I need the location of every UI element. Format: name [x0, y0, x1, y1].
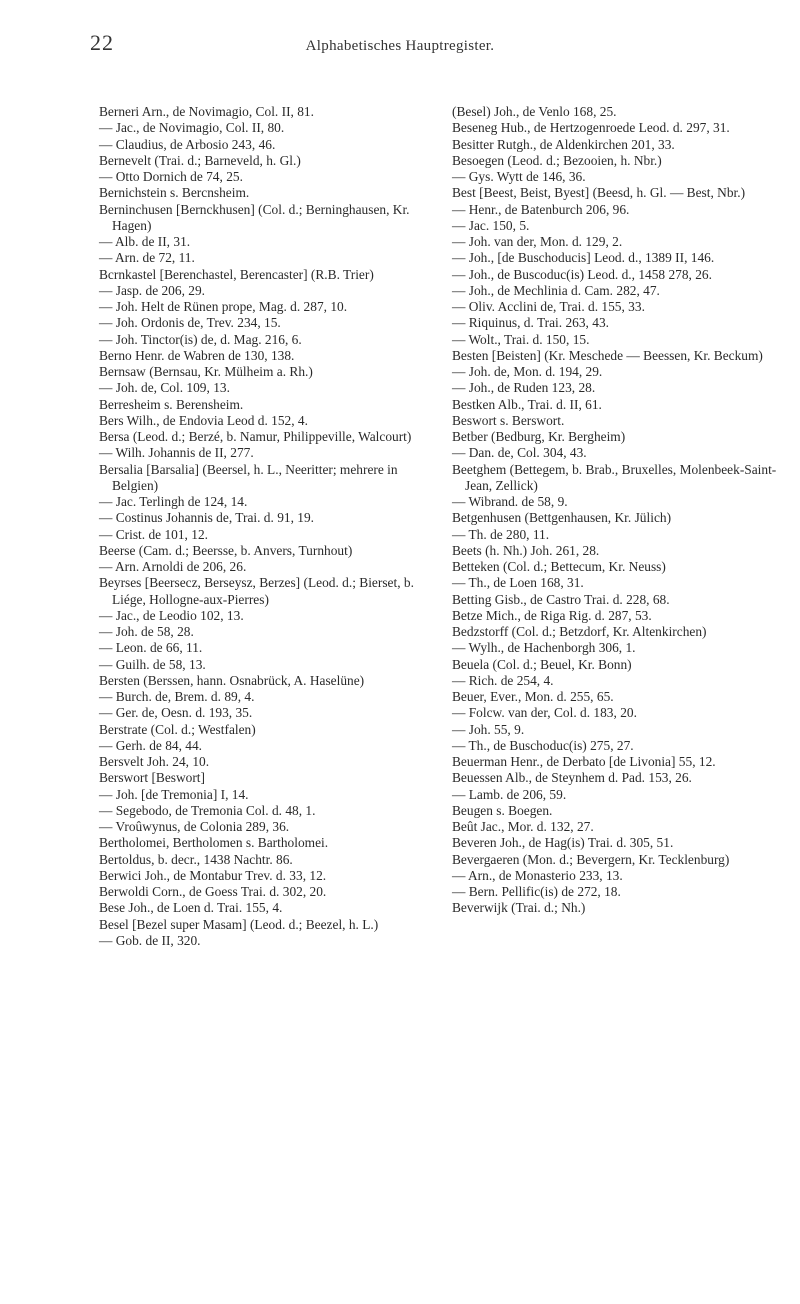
index-entry: — Burch. de, Brem. d. 89, 4.: [99, 689, 255, 704]
index-entry: — Th. de 280, 11.: [452, 526, 550, 542]
index-entry: Beuessen Alb., de Steynhem d. Pad. 153, 26.: [452, 770, 692, 786]
index-entry: Betting Gisb., de Castro Trai. d. 228, 68.: [452, 591, 670, 607]
index-entry: — Th., de Buschoduc(is) 275, 27.: [452, 737, 634, 753]
index-entry: — Joh., de Ruden 123, 28.: [452, 380, 596, 396]
index-entry: — Folcw. van der, Col. d. 183, 20.: [452, 705, 637, 721]
index-entry: Bersten (Berssen, hann. Osnabrück, A. Haselüne): [99, 672, 365, 688]
index-entry: — Joh. 55, 9.: [452, 721, 525, 737]
index-entry: — Lamb. de 206, 59.: [452, 786, 567, 802]
running-head: Alphabetisches Hauptregister.: [305, 38, 495, 54]
index-entry: — Segebodo, de Tremonia Col. d. 48, 1.: [99, 802, 316, 818]
index-entry: — Joh. [de Tremonia] I, 14.: [99, 786, 249, 802]
index-entry: Beyrses [Beersecz, Berseysz, Berzes] (Leod. d.; Bierset, b. Liége, Hollogne-aux-Pierres): [99, 575, 414, 607]
index-entry: — Joh. Helt de Rünen prope, Mag. d. 287, 10.: [99, 299, 348, 314]
index-entry: Beets (h. Nh.) Joh. 261, 28.: [452, 542, 600, 558]
index-entry: — Jac. 150, 5.: [452, 217, 530, 233]
index-entry: — Crist. de 101, 12.: [99, 526, 208, 542]
index-entry: Best [Beest, Beist, Byest] (Beesd, h. Gl. — Best, Nbr.): [452, 185, 746, 201]
index-entry: — Joh., de Buscoduc(is) Leod. d., 1458 278, 26.: [452, 266, 712, 282]
index-entry: — Joh. Ordonis de, Trev. 234, 15.: [99, 315, 281, 331]
index-entry: Beseneg Hub., de Hertzogenroede Leod. d. 297, 31.: [452, 120, 730, 136]
index-entry: Bers Wilh., de Endovia Leod d. 152, 4.: [99, 412, 308, 428]
index-entry: — Arn., de Monasterio 233, 13.: [452, 867, 623, 883]
index-entry: Besitter Rutgh., de Aldenkirchen 201, 33.: [452, 136, 675, 152]
index-entry: Bertholomei, Bertholomen s. Bartholomei.: [99, 835, 329, 851]
right-column: [452, 104, 798, 917]
index-entry: Bernsaw (Bernsau, Kr. Mülheim a. Rh.): [99, 364, 313, 379]
index-entry: Beuer, Ever., Mon. d. 255, 65.: [452, 689, 614, 704]
index-entry: Besel [Bezel super Masam] (Leod. d.; Beezel, h. L.): [99, 916, 379, 932]
index-entry: Betber (Bedburg, Kr. Bergheim): [452, 429, 626, 444]
index-entry: — Jasp. de 206, 29.: [99, 282, 206, 298]
index-entry: Bernichstein s. Bercnsheim.: [99, 185, 250, 201]
index-entry: Beuerman Henr., de Derbato [de Livonia] 55, 12.: [452, 754, 716, 769]
index-entry: Besoegen (Leod. d.; Bezooien, h. Nbr.): [452, 152, 662, 168]
index-entry: — Otto Dornich de 74, 25.: [99, 169, 243, 184]
index-entry: — Arn. Arnoldi de 206, 26.: [99, 559, 247, 574]
index-entry: — Joh., de Mechlinia d. Cam. 282, 47.: [452, 282, 660, 298]
index-entry: Berwoldi Corn., de Goess Trai. d. 302, 20.: [99, 884, 327, 899]
index-entry: Betze Mich., de Riga Rig. d. 287, 53.: [452, 607, 652, 623]
index-entry: Beetghem (Bettegem, b. Brab., Bruxelles, Molenbeek-Saint-Jean, Zellick): [452, 461, 777, 493]
index-entry: Bersvelt Joh. 24, 10.: [99, 754, 210, 769]
index-entry: Bcrnkastel [Berenchastel, Berencaster] (R.B. Trier): [99, 266, 374, 282]
index-entry: Betgenhusen (Bettgenhausen, Kr. Jülich): [452, 510, 672, 526]
index-entry: Bevergaeren (Mon. d.; Bevergern, Kr. Tecklenburg): [452, 851, 730, 867]
index-entry: Beveren Joh., de Hag(is) Trai. d. 305, 51.: [452, 835, 674, 851]
index-entry: — Arn. de 72, 11.: [99, 250, 195, 266]
index-entry: — Riquinus, d. Trai. 263, 43.: [452, 315, 609, 331]
index-entry: Besten [Beisten] (Kr. Meschede — Beessen, Kr. Beckum): [452, 347, 763, 363]
index-entry: Berno Henr. de Wabren de 130, 138.: [99, 347, 295, 363]
index-entry: — Ger. de, Oesn. d. 193, 35.: [99, 705, 253, 721]
index-entry: Beugen s. Boegen.: [452, 802, 553, 818]
index-entry: — Costinus Johannis de, Trai. d. 91, 19.: [99, 510, 315, 526]
index-entry: Berneri Arn., de Novimagio, Col. II, 81.: [99, 104, 314, 119]
index-entry: Beswort s. Berswort.: [452, 412, 565, 428]
index-entry: — Joh., [de Buschoducis] Leod. d., 1389 II, 146.: [452, 250, 715, 266]
index-entry: — Alb. de II, 31.: [99, 234, 191, 249]
index-entry: — Gerh. de 84, 44.: [99, 737, 203, 753]
index-entry: — Dan. de, Col. 304, 43.: [452, 445, 587, 461]
index-entry: Beuela (Col. d.; Beuel, Kr. Bonn): [452, 656, 632, 672]
page-number: 22: [90, 30, 114, 55]
index-entry: — Jac., de Novimagio, Col. II, 80.: [99, 120, 285, 136]
index-entry: Bernevelt (Trai. d.; Barneveld, h. Gl.): [99, 152, 301, 168]
index-entry: Beerse (Cam. d.; Beersse, b. Anvers, Turnhout): [99, 542, 353, 558]
index-entry: — Vroûwynus, de Colonia 289, 36.: [99, 819, 290, 834]
index-entry: — Wolt., Trai. d. 150, 15.: [452, 331, 590, 347]
index-entry: — Jac., de Leodio 102, 13.: [99, 607, 244, 623]
index-entry: Bedzstorff (Col. d.; Betzdorf, Kr. Altenkirchen): [452, 624, 707, 639]
left-column: [99, 104, 439, 949]
index-entry: — Gob. de II, 320.: [99, 932, 201, 948]
index-entry: — Claudius, de Arbosio 243, 46.: [99, 136, 276, 152]
index-entry: (Besel) Joh., de Venlo 168, 25.: [452, 104, 617, 119]
index-entry: Berninchusen [Bernckhusen] (Col. d.; Berninghausen, Kr. Hagen): [99, 201, 410, 233]
index-entry: Bestken Alb., Trai. d. II, 61.: [452, 396, 602, 412]
index-entry: Berstrate (Col. d.; Westfalen): [99, 721, 256, 737]
index-entry: Bese Joh., de Loen d. Trai. 155, 4.: [99, 900, 283, 916]
index-entry: — Joh. de 58, 28.: [99, 624, 194, 639]
index-entry: — Wylh., de Hachenborgh 306, 1.: [452, 640, 636, 656]
index-entry: Beverwijk (Trai. d.; Nh.): [452, 900, 586, 916]
index-entry: — Guilh. de 58, 13.: [99, 656, 206, 672]
index-entry: — Joh. de, Col. 109, 13.: [99, 380, 230, 396]
index-entry: Betteken (Col. d.; Bettecum, Kr. Neuss): [452, 559, 666, 574]
index-entry: Berswort [Beswort]: [99, 770, 205, 786]
page-header: [0, 14, 800, 54]
index-entry: Bersa (Leod. d.; Berzé, b. Namur, Philippeville, Walcourt): [99, 429, 412, 444]
index-entry: — Th., de Loen 168, 31.: [452, 575, 584, 591]
index-entry: — Rich. de 254, 4.: [452, 672, 554, 688]
index-entry: — Henr., de Batenburch 206, 96.: [452, 201, 630, 217]
index-entry: Beût Jac., Mor. d. 132, 27.: [452, 819, 594, 834]
index-entry: — Joh. van der, Mon. d. 129, 2.: [452, 234, 623, 249]
index-entry: — Joh. Tinctor(is) de, d. Mag. 216, 6.: [99, 331, 302, 347]
index-entry: Berwici Joh., de Montabur Trev. d. 33, 12.: [99, 867, 327, 883]
index-entry: — Bern. Pellific(is) de 272, 18.: [452, 884, 621, 899]
index-entry: — Wibrand. de 58, 9.: [452, 494, 568, 509]
index-entry: — Joh. de, Mon. d. 194, 29.: [452, 364, 603, 379]
index-entry: — Oliv. Acclini de, Trai. d. 155, 33.: [452, 299, 645, 314]
index-entry: — Jac. Terlingh de 124, 14.: [99, 494, 248, 509]
index-entry: Bertoldus, b. decr., 1438 Nachtr. 86.: [99, 851, 293, 867]
index-entry: Bersalia [Barsalia] (Beersel, h. L., Neeritter; mehrere in Belgien): [99, 461, 398, 493]
index-entry: — Gys. Wytt de 146, 36.: [452, 169, 586, 184]
index-entry: Berresheim s. Berensheim.: [99, 396, 244, 412]
index-entry: — Wilh. Johannis de II, 277.: [99, 445, 254, 461]
index-entry: — Leon. de 66, 11.: [99, 640, 203, 656]
